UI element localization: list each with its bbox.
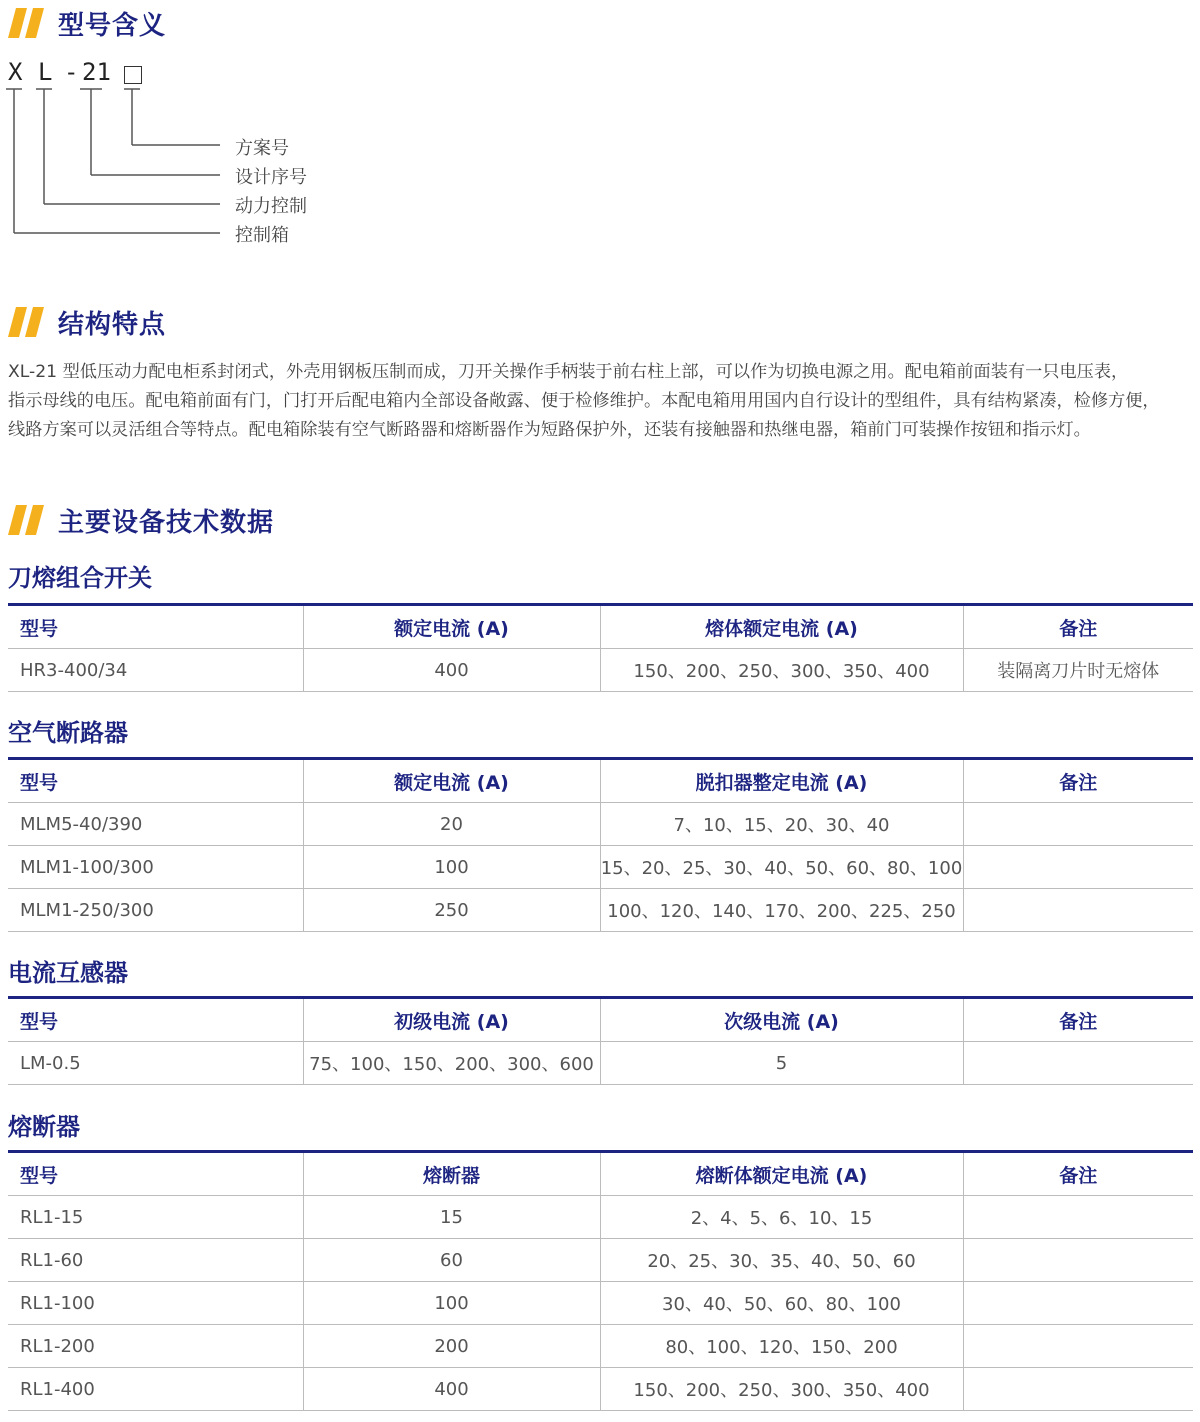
header-cell: 熔体额定电流 (A) <box>600 605 963 649</box>
section-header-model <box>8 5 166 41</box>
table-current-transformer <box>8 996 1193 1085</box>
header-cell: 备注 <box>963 605 1193 649</box>
table-cell: 150、200、250、300、350、400 <box>600 1368 963 1411</box>
table-cell <box>963 1282 1193 1325</box>
header-cell: 脱扣器整定电流 (A) <box>600 759 963 803</box>
table-knife-fuse-switch <box>8 603 1193 692</box>
double-slash-icon <box>8 505 48 535</box>
table-row <box>8 846 1193 889</box>
table-row <box>8 803 1193 846</box>
header-cell: 熔断器 <box>303 1152 600 1196</box>
table-row <box>8 1282 1193 1325</box>
table-cell: 5 <box>600 1042 963 1085</box>
description-line: 指示母线的电压。配电箱前面有门，门打开后配电箱内全部设备敞露、便于检修维护。本配电箱用用国内自行设计的型组件，具有结构紧凑，检修方便， <box>8 391 1160 411</box>
header-cell: 次级电流 (A) <box>600 998 963 1042</box>
table-title-air-breaker: 空气断路器 <box>8 719 128 747</box>
code-char: - <box>64 58 79 86</box>
section-header-equipment <box>8 502 274 538</box>
header-cell: 型号 <box>8 998 303 1042</box>
table-row <box>8 1239 1193 1282</box>
table-cell: 150、200、250、300、350、400 <box>600 649 963 692</box>
header-cell: 型号 <box>8 1152 303 1196</box>
table-cell: 2、4、5、6、10、15 <box>600 1196 963 1239</box>
table-cell <box>963 1325 1193 1368</box>
table-cell: 400 <box>303 649 600 692</box>
table-cell: 7、10、15、20、30、40 <box>600 803 963 846</box>
description-line: 线路方案可以灵活组合等特点。配电箱除装有空气断路器和熔断器作为短路保护外，还装有接触器和热继电器，箱前门可装操作按钮和指示灯。 <box>8 420 1091 440</box>
table-cell: 400 <box>303 1368 600 1411</box>
table-cell: 100 <box>303 1282 600 1325</box>
header-cell: 备注 <box>963 759 1193 803</box>
header-cell: 初级电流 (A) <box>303 998 600 1042</box>
section-title: 结构特点 <box>58 309 167 340</box>
header-cell: 备注 <box>963 998 1193 1042</box>
table-cell: 20 <box>303 803 600 846</box>
table-cell: 20、25、30、35、40、50、60 <box>600 1239 963 1282</box>
table-title-knife-fuse-switch: 刀熔组合开关 <box>8 564 152 592</box>
table-cell: RL1-100 <box>8 1282 303 1325</box>
table-cell: LM-0.5 <box>8 1042 303 1085</box>
code-char: 21 <box>82 58 111 86</box>
table-cell: 30、40、50、60、80、100 <box>600 1282 963 1325</box>
section-title: 型号含义 <box>58 10 167 41</box>
double-slash-icon <box>8 307 48 337</box>
table-row <box>8 1368 1193 1411</box>
table-header-row <box>8 759 1193 803</box>
table-air-breaker <box>8 757 1193 932</box>
table-cell <box>963 1239 1193 1282</box>
table-cell: 75、100、150、200、300、600 <box>303 1042 600 1085</box>
model-diagram-lines <box>0 84 240 244</box>
header-cell: 备注 <box>963 1152 1193 1196</box>
table-row <box>8 1196 1193 1239</box>
table-cell: 装隔离刀片时无熔体 <box>963 649 1193 692</box>
table-row <box>8 1325 1193 1368</box>
table-cell: RL1-60 <box>8 1239 303 1282</box>
table-cell: 15 <box>303 1196 600 1239</box>
diagram-label-design-no: 设计序号 <box>235 167 307 188</box>
table-header-row <box>8 998 1193 1042</box>
table-cell: 200 <box>303 1325 600 1368</box>
header-cell: 额定电流 (A) <box>303 605 600 649</box>
table-row <box>8 889 1193 932</box>
placeholder-box-icon <box>124 66 142 84</box>
diagram-label-control-box: 控制箱 <box>235 225 289 246</box>
table-title-current-transformer: 电流互感器 <box>8 959 128 987</box>
header-cell: 型号 <box>8 605 303 649</box>
table-cell: 60 <box>303 1239 600 1282</box>
table-cell: 100 <box>303 846 600 889</box>
diagram-label-power-control: 动力控制 <box>235 196 307 217</box>
section-title: 主要设备技术数据 <box>58 507 275 538</box>
table-cell <box>963 1368 1193 1411</box>
table-cell: MLM5-40/390 <box>8 803 303 846</box>
table-cell <box>963 1042 1193 1085</box>
double-slash-icon <box>8 8 48 38</box>
table-cell: 80、100、120、150、200 <box>600 1325 963 1368</box>
table-cell: MLM1-100/300 <box>8 846 303 889</box>
header-cell: 型号 <box>8 759 303 803</box>
code-char: X <box>8 58 23 86</box>
description-line: XL-21 型低压动力配电柜系封闭式，外壳用钢板压制而成，刀开关操作手柄装于前右柱上部，可以作为切换电源之用。配电箱前面装有一只电压表， <box>8 362 1129 382</box>
table-cell: RL1-15 <box>8 1196 303 1239</box>
table-cell: HR3-400/34 <box>8 649 303 692</box>
table-cell: RL1-200 <box>8 1325 303 1368</box>
header-cell: 额定电流 (A) <box>303 759 600 803</box>
table-row <box>8 649 1193 692</box>
table-cell <box>963 846 1193 889</box>
table-cell <box>963 1196 1193 1239</box>
diagram-label-scheme: 方案号 <box>235 138 289 159</box>
table-row <box>8 1042 1193 1085</box>
table-cell <box>963 803 1193 846</box>
table-fuse <box>8 1150 1193 1411</box>
table-cell: 15、20、25、30、40、50、60、80、100 <box>600 846 963 889</box>
code-char: L <box>38 58 53 86</box>
table-cell: 100、120、140、170、200、225、250 <box>600 889 963 932</box>
table-cell: 250 <box>303 889 600 932</box>
table-header-row <box>8 1152 1193 1196</box>
section-header-structure <box>8 304 166 340</box>
table-header-row <box>8 605 1193 649</box>
table-cell: MLM1-250/300 <box>8 889 303 932</box>
table-cell: RL1-400 <box>8 1368 303 1411</box>
table-cell <box>963 889 1193 932</box>
header-cell: 熔断体额定电流 (A) <box>600 1152 963 1196</box>
structure-description <box>8 358 1198 445</box>
table-title-fuse: 熔断器 <box>8 1113 80 1141</box>
